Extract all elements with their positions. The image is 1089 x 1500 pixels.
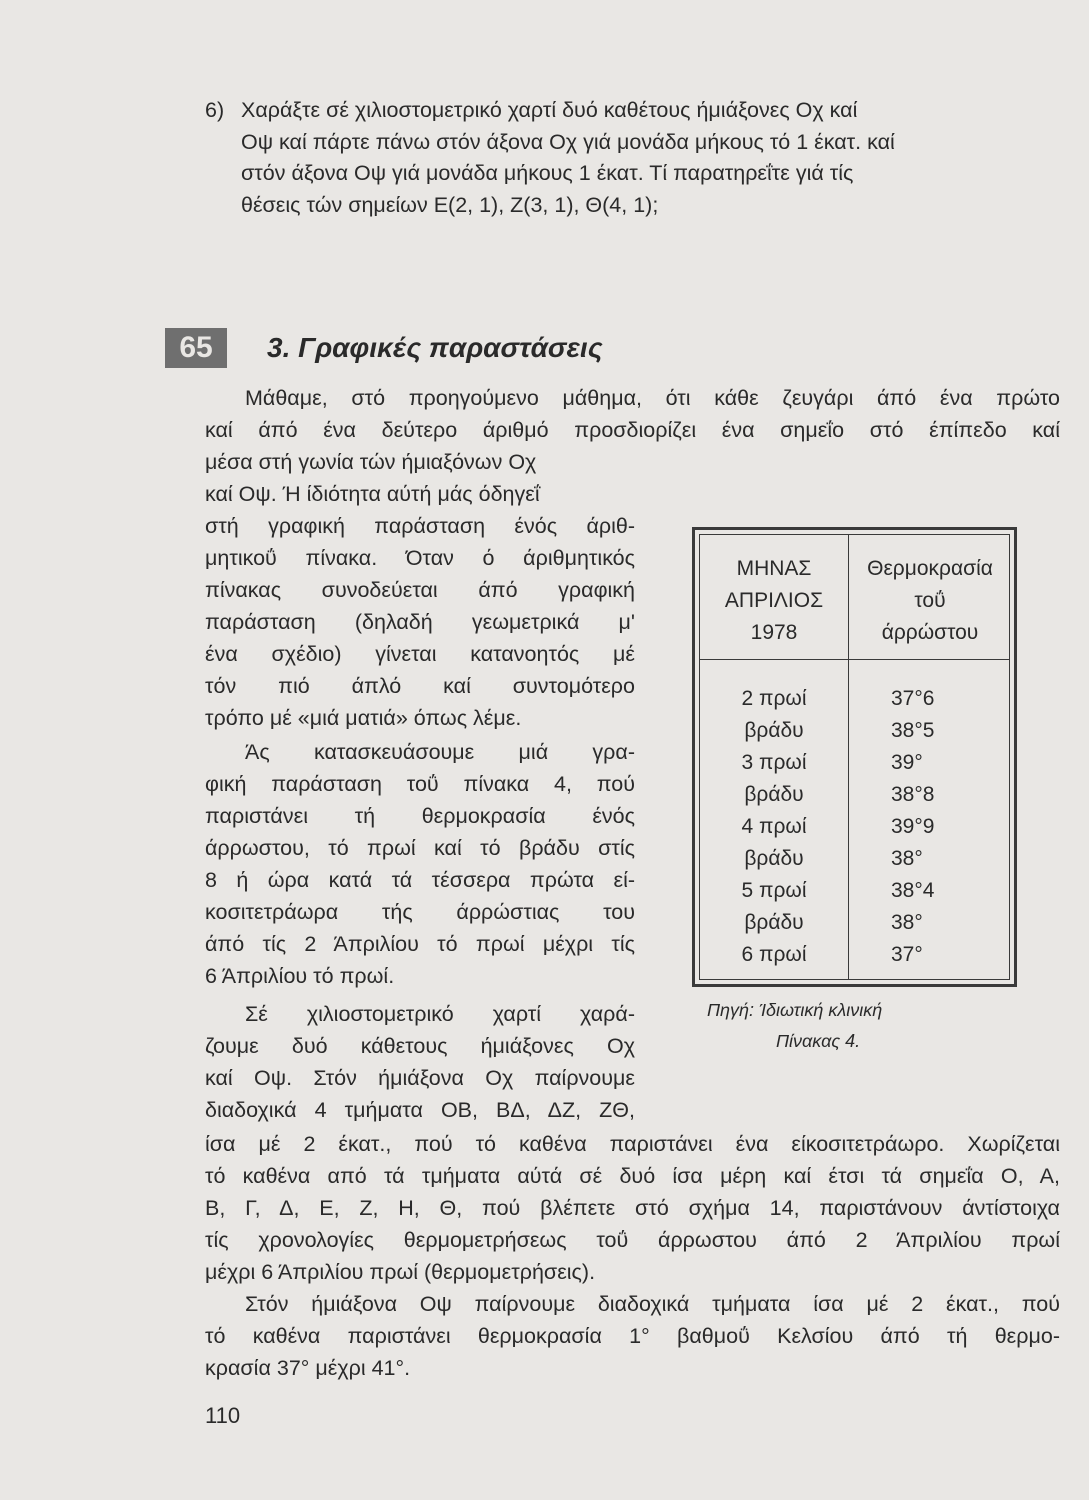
- table-cell-temp: 38°: [891, 911, 923, 934]
- body-line: Β, Γ, Δ, Ε, Ζ, Η, Θ, πού βλέπετε στό σχήμα 14, παριστάνουν άντίστοιχα: [205, 1196, 1060, 1220]
- body-line: μητικοΰ πίνακα. Όταν ό άριθμητικός: [205, 546, 635, 570]
- body-line: 6 Άπριλίου τό πρωί.: [205, 964, 395, 988]
- table-cell-time: 3 πρωί: [741, 751, 807, 774]
- table-cell-temp: 38°: [891, 847, 923, 870]
- exercise-6: [205, 95, 1055, 221]
- table-cell-temp: 39°: [891, 751, 923, 774]
- body-line: παριστάνει τή θερμοκρασία ένός: [205, 804, 635, 828]
- body-line: Σέ χιλιοστομετρικό χαρτί χαρά-: [245, 1002, 635, 1026]
- table-cell-time: 6 πρωί: [741, 943, 807, 966]
- body-line: καί Οψ. Στόν ήμιάξονα Οχ παίρνουμε: [205, 1066, 635, 1090]
- body-line: καί Οψ. Ή ίδιότητα αύτή μάς όδηγεΐ: [205, 482, 540, 506]
- table-cell-time: 4 πρωί: [741, 815, 807, 838]
- body-line: τό καθένα παριστάνει θερμοκρασία 1° βαθμοΰ Κελσίου άπό τή θερμο-: [205, 1324, 1060, 1348]
- body-line: Στόν ήμιάξονα Οψ παίρνουμε διαδοχικά τμήματα ίσα μέ 2 έκατ., πού: [245, 1292, 1060, 1316]
- body-line: κοσιτετράωρα τής άρρώστιας του: [205, 900, 635, 924]
- table-cell-temp: 38°4: [891, 879, 935, 902]
- exercise-line: στόν άξονα Οψ γιά μονάδα μήκους 1 έκατ. Τί παρατηρεΐτε γιά τίς: [241, 161, 854, 185]
- body-line: πίνακας συνοδεύεται άπό γραφική: [205, 578, 635, 602]
- section-number-badge: 65: [165, 328, 227, 368]
- body-line: άρρωστου, τό πρωί καί τό βράδυ στίς: [205, 836, 635, 860]
- body-line: Μάθαμε, στό προηγούμενο μάθημα, ότι κάθε ζευγάρι άπό ένα πρώτο: [245, 386, 1060, 410]
- body-line: παράσταση (δηλαδή γεωμετρικά μ': [205, 610, 635, 634]
- body-line: καί άπό ένα δεύτερο άριθμό προσδιορίζει ένα σημεΐο στό έπίπεδο καί: [205, 418, 1060, 442]
- exercise-line: Χαράξτε σέ χιλιοστομετρικό χαρτί δυό καθέτους ήμιάξονες Οχ καί: [241, 98, 858, 122]
- table-source: Πηγή: Ίδιωτική κλινική: [707, 1000, 883, 1020]
- body-line: ίσα μέ 2 έκατ., πού τό καθένα παριστάνει ένα είκοσιτετράωρο. Χωρίζεται: [205, 1132, 1060, 1156]
- body-line: ένα σχέδιο) γίνεται κατανοητός μέ: [205, 642, 635, 666]
- table-cell-time: 5 πρωί: [741, 879, 807, 902]
- temperature-table: [692, 527, 1017, 987]
- table-temp-column: [849, 683, 969, 971]
- table-cell-temp: 37°6: [891, 687, 935, 710]
- table-cell-time: βράδυ: [744, 719, 804, 742]
- table-time-column: [700, 683, 848, 971]
- body-line: φική παράσταση τοΰ πίνακα 4, πού: [205, 772, 635, 796]
- table-header-month: ΜΗΝΑΣ ΑΠΡΙΛΙΟΣ 1978: [724, 557, 824, 644]
- body-line: τρόπο μέ «μιά ματιά» όπως λέμε.: [205, 706, 522, 730]
- body-line: 8 ή ώρα κατά τά τέσσερα πρώτα εί-: [205, 868, 635, 892]
- table-cell-time: βράδυ: [744, 911, 804, 934]
- body-line: μέχρι 6 Άπριλίου πρωί (θερμομετρήσεις).: [205, 1260, 596, 1284]
- table-caption: Πίνακας 4.: [776, 1031, 861, 1051]
- body-line: ζουμε δυό κάθετους ήμιάξονες Οχ: [205, 1034, 635, 1058]
- table-cell-time: βράδυ: [744, 783, 804, 806]
- table-cell-time: 2 πρωί: [741, 687, 807, 710]
- table-cell-temp: 39°9: [891, 815, 935, 838]
- page-number: 110: [205, 1403, 241, 1428]
- exercise-line: θέσεις τών σημείων Ε(2, 1), Ζ(3, 1), Θ(4, 1);: [241, 192, 659, 217]
- body-line: μέσα στή γωνία τών ήμιαξόνων Οχ: [205, 450, 537, 474]
- section-title: 3. Γραφικές παραστάσεις: [267, 332, 603, 363]
- table-header-temperature: Θερμοκρασία τοΰ άρρώστου: [867, 557, 993, 644]
- body-line: στή γραφική παράσταση ένός άριθ-: [205, 514, 635, 538]
- body-line: κρασία 37° μέχρι 41°.: [205, 1356, 411, 1380]
- body-line: άπό τίς 2 Άπριλίου τό πρωί μέχρι τίς: [205, 932, 635, 956]
- body-line: τίς χρονολογίες θερμομετρήσεως τοΰ άρρωστου άπό 2 Άπριλίου πρωί: [205, 1228, 1060, 1252]
- table-cell-temp: 37°: [891, 943, 923, 966]
- body-line: τόν πιό άπλό καί συντομότερο: [205, 674, 635, 698]
- body-line: διαδοχικά 4 τμήματα ΟΒ, ΒΔ, ΔΖ, ΖΘ,: [205, 1098, 635, 1122]
- table-cell-time: βράδυ: [744, 847, 804, 870]
- table-header-divider: [700, 659, 1009, 660]
- table-cell-temp: 38°8: [891, 783, 935, 806]
- exercise-number: 6): [205, 98, 225, 122]
- body-line: Άς κατασκευάσουμε μιά γρα-: [245, 740, 635, 764]
- table-cell-temp: 38°5: [891, 719, 935, 742]
- body-line: τό καθένα από τά τμήματα αύτά σέ δυό ίσα μέρη καί έτσι τά σημεΐα Ο, Α,: [205, 1164, 1060, 1188]
- exercise-line: Οψ καί πάρτε πάνω στόν άξονα Οχ γιά μονάδα μήκους τό 1 έκατ. καί: [241, 129, 895, 154]
